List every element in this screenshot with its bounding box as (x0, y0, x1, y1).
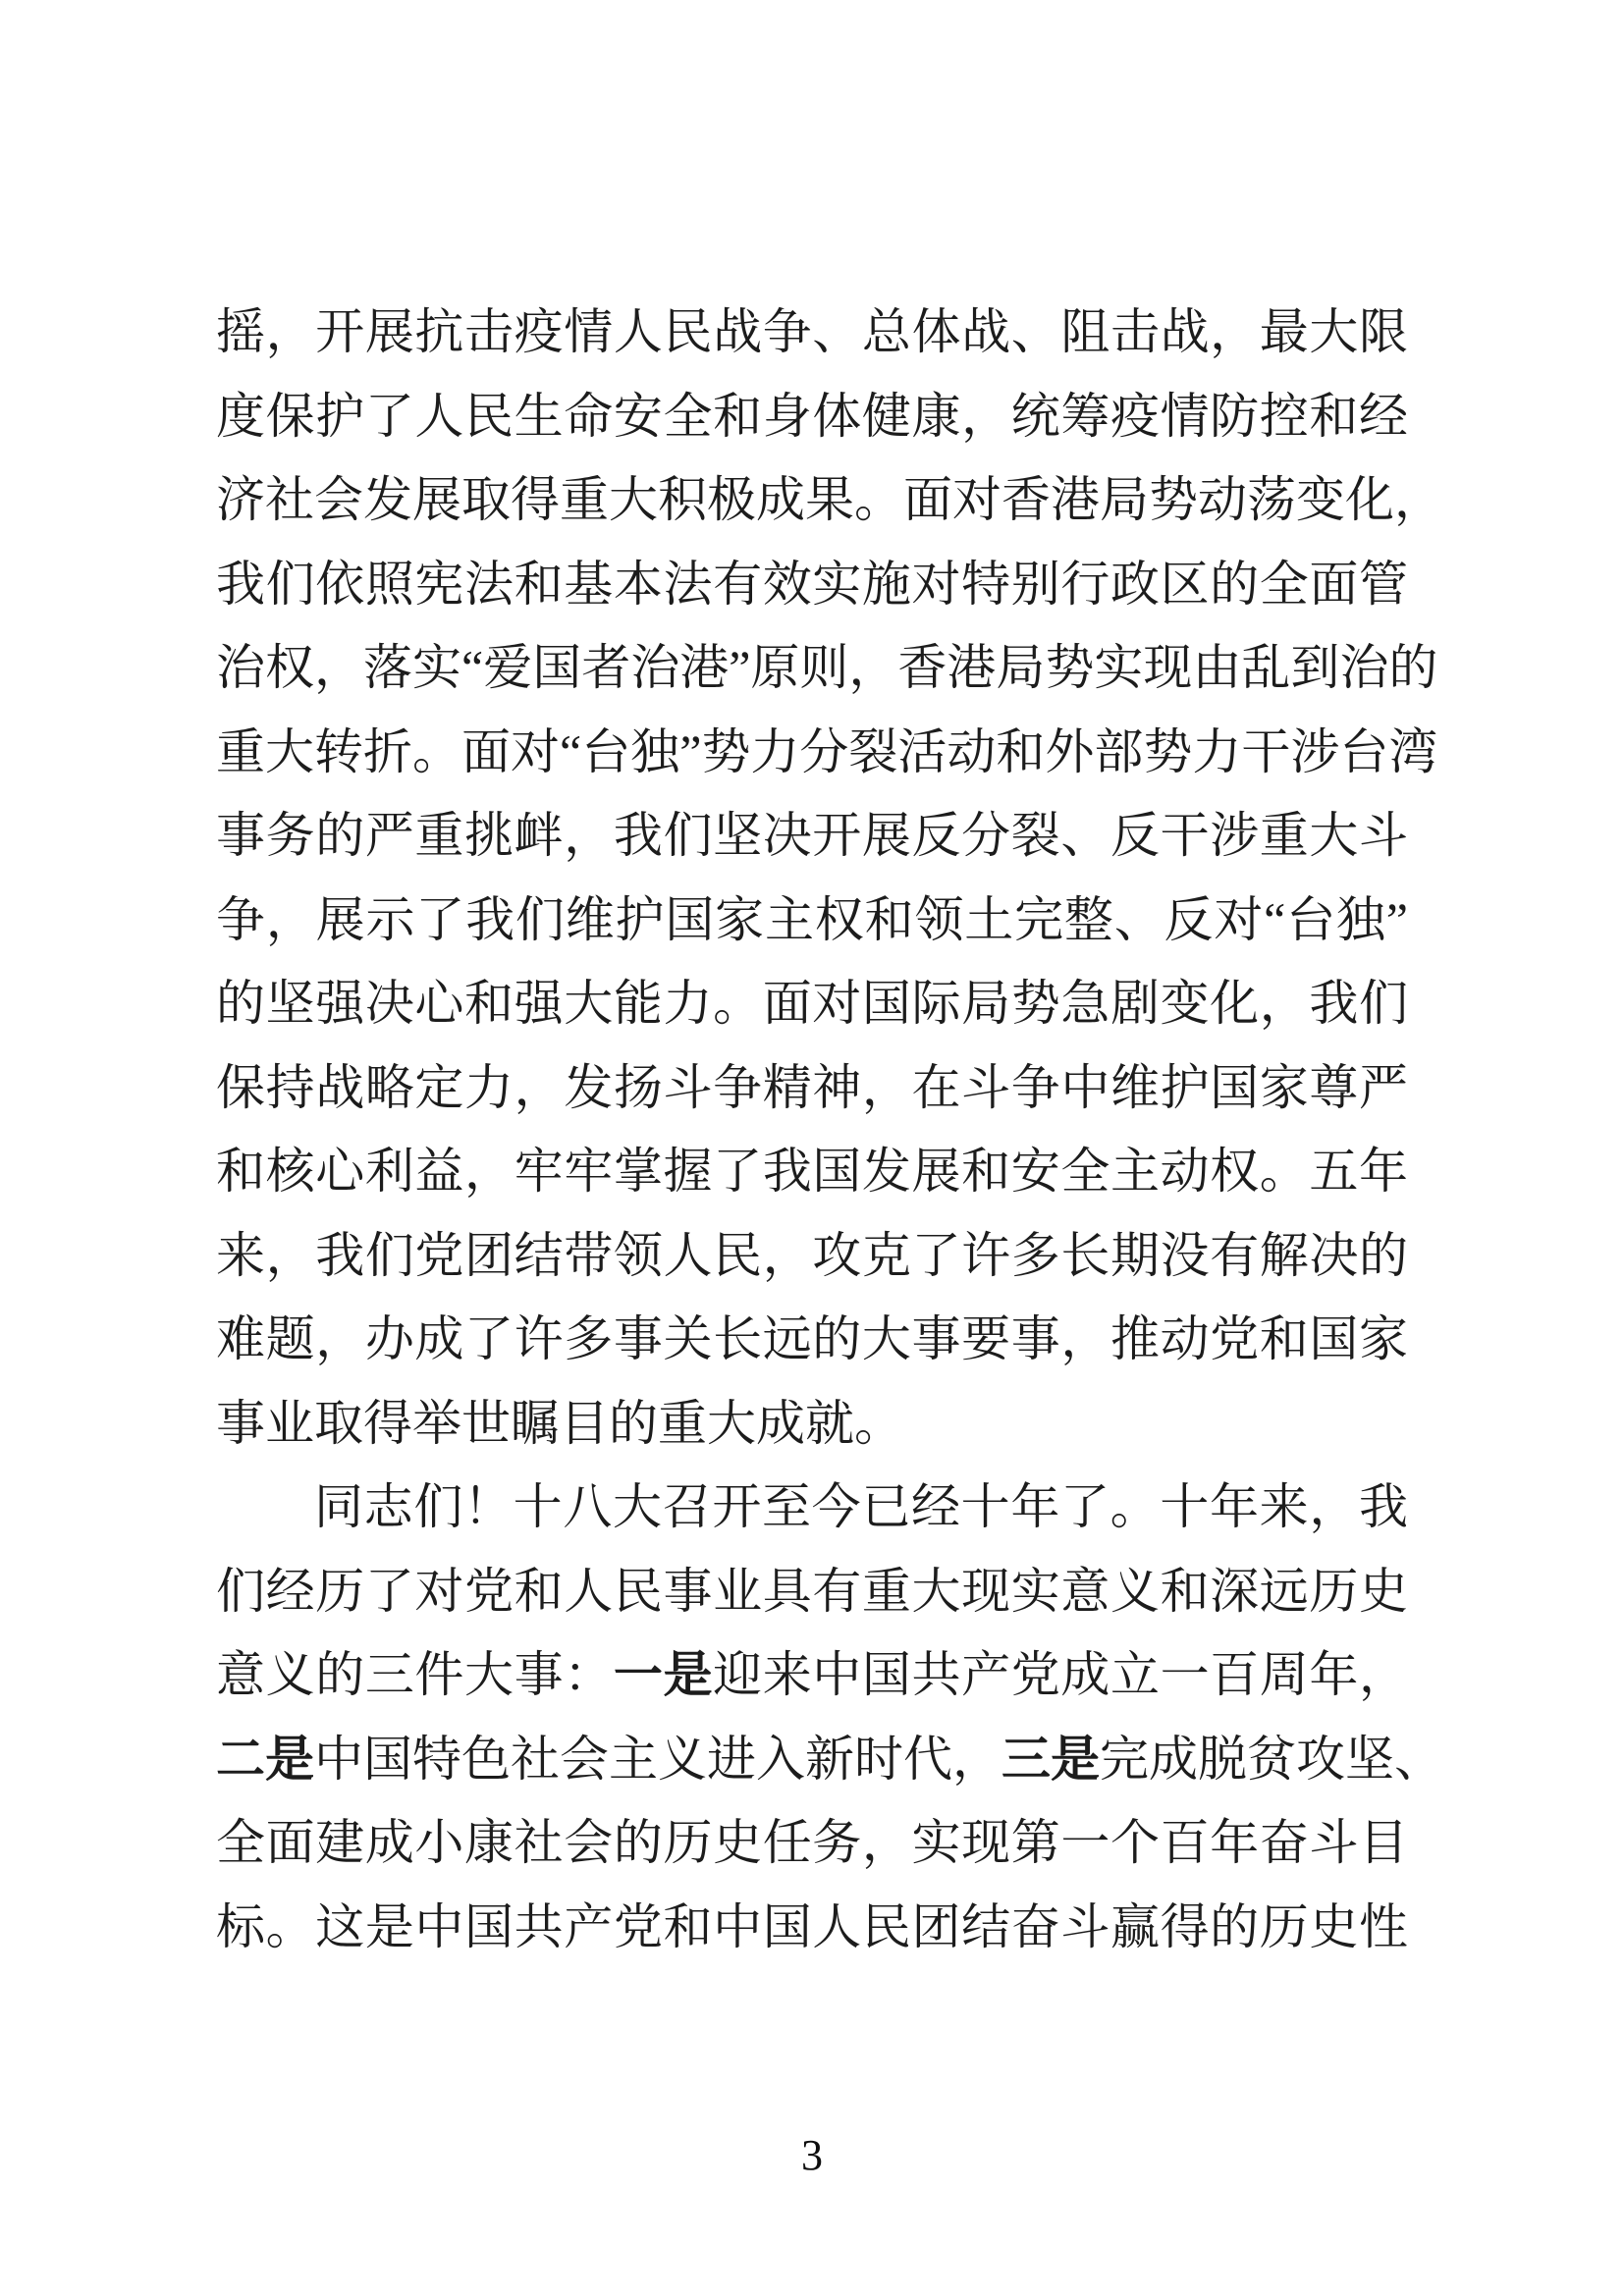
text-line (216, 1298, 1408, 1382)
text-segment: 保持战略定力，发扬斗争精神，在斗争中维护国家尊严 (216, 1059, 1408, 1115)
text-segment: 度保护了人民生命安全和身体健康，统筹疫情防控和经 (216, 388, 1408, 444)
text-line (216, 1633, 1408, 1718)
text-line (216, 1718, 1443, 1802)
bold-text-segment: 一是 (613, 1647, 714, 1702)
text-line (216, 879, 1408, 963)
text-segment: 摇，开展抗击疫情人民战争、总体战、阻击战，最大限 (216, 304, 1408, 359)
text-line (216, 1466, 1408, 1550)
text-segment: 事业取得举世瞩目的重大成就。 (216, 1395, 903, 1451)
text-line (216, 375, 1408, 459)
text-line (216, 1046, 1408, 1131)
text-segment: 和核心利益，牢牢掌握了我国发展和安全主动权。五年 (216, 1144, 1408, 1199)
text-line (216, 962, 1408, 1046)
text-segment: 我们依照宪法和基本法有效实施对特别行政区的全面管 (216, 556, 1408, 612)
text-segment: 难题，办成了许多事关长远的大事要事，推动党和国家 (216, 1311, 1408, 1366)
text-segment: 的坚强决心和强大能力。面对国际局势急剧变化，我们 (216, 976, 1408, 1031)
text-segment: 事务的严重挑衅，我们坚决开展反分裂、反干涉重大斗 (216, 808, 1408, 863)
text-segment: 意义的三件大事： (216, 1647, 614, 1702)
text-line (216, 1130, 1408, 1214)
text-line (216, 626, 1438, 711)
bold-text-segment: 三是 (1001, 1731, 1100, 1787)
text-segment: 全面建成小康社会的历史任务，实现第一个百年奋斗目 (216, 1815, 1408, 1870)
text-line (216, 711, 1438, 795)
text-line (216, 794, 1408, 879)
text-segment: 争，展示了我们维护国家主权和领土完整、反对“台独” (216, 891, 1408, 947)
text-segment: 重大转折。面对“台独”势力分裂活动和外部势力干涉台湾 (216, 723, 1438, 779)
text-segment: 同志们！十八大召开至今已经十年了。十年来，我 (314, 1479, 1408, 1534)
text-segment: 治权，落实“爱国者治港”原则，香港局势实现由乱到治的 (216, 640, 1438, 695)
text-segment: 们经历了对党和人民事业具有重大现实意义和深远历史 (216, 1563, 1408, 1619)
body-text (216, 291, 1443, 1969)
text-line (216, 1801, 1408, 1886)
text-segment: 迎来中国共产党成立一百周年， (713, 1647, 1409, 1702)
text-line (216, 1886, 1408, 1970)
text-line (216, 543, 1408, 627)
text-segment: 完成脱贫攻坚、 (1100, 1731, 1443, 1787)
text-segment: 标。这是中国共产党和中国人民团结奋斗赢得的历史性 (216, 1898, 1408, 1954)
text-segment: 中国特色社会主义进入新时代， (314, 1731, 1001, 1787)
page-number: 3 (801, 2131, 823, 2179)
text-line (216, 1214, 1408, 1299)
text-segment: 济社会发展取得重大积极成果。面对香港局势动荡变化， (216, 472, 1443, 527)
bold-text-segment: 二是 (216, 1731, 314, 1787)
text-line (216, 458, 1443, 543)
text-segment: 来，我们党团结带领人民，攻克了许多长期没有解决的 (216, 1227, 1408, 1283)
text-line (216, 1382, 1408, 1467)
text-line (216, 291, 1408, 375)
text-line (216, 1550, 1408, 1634)
